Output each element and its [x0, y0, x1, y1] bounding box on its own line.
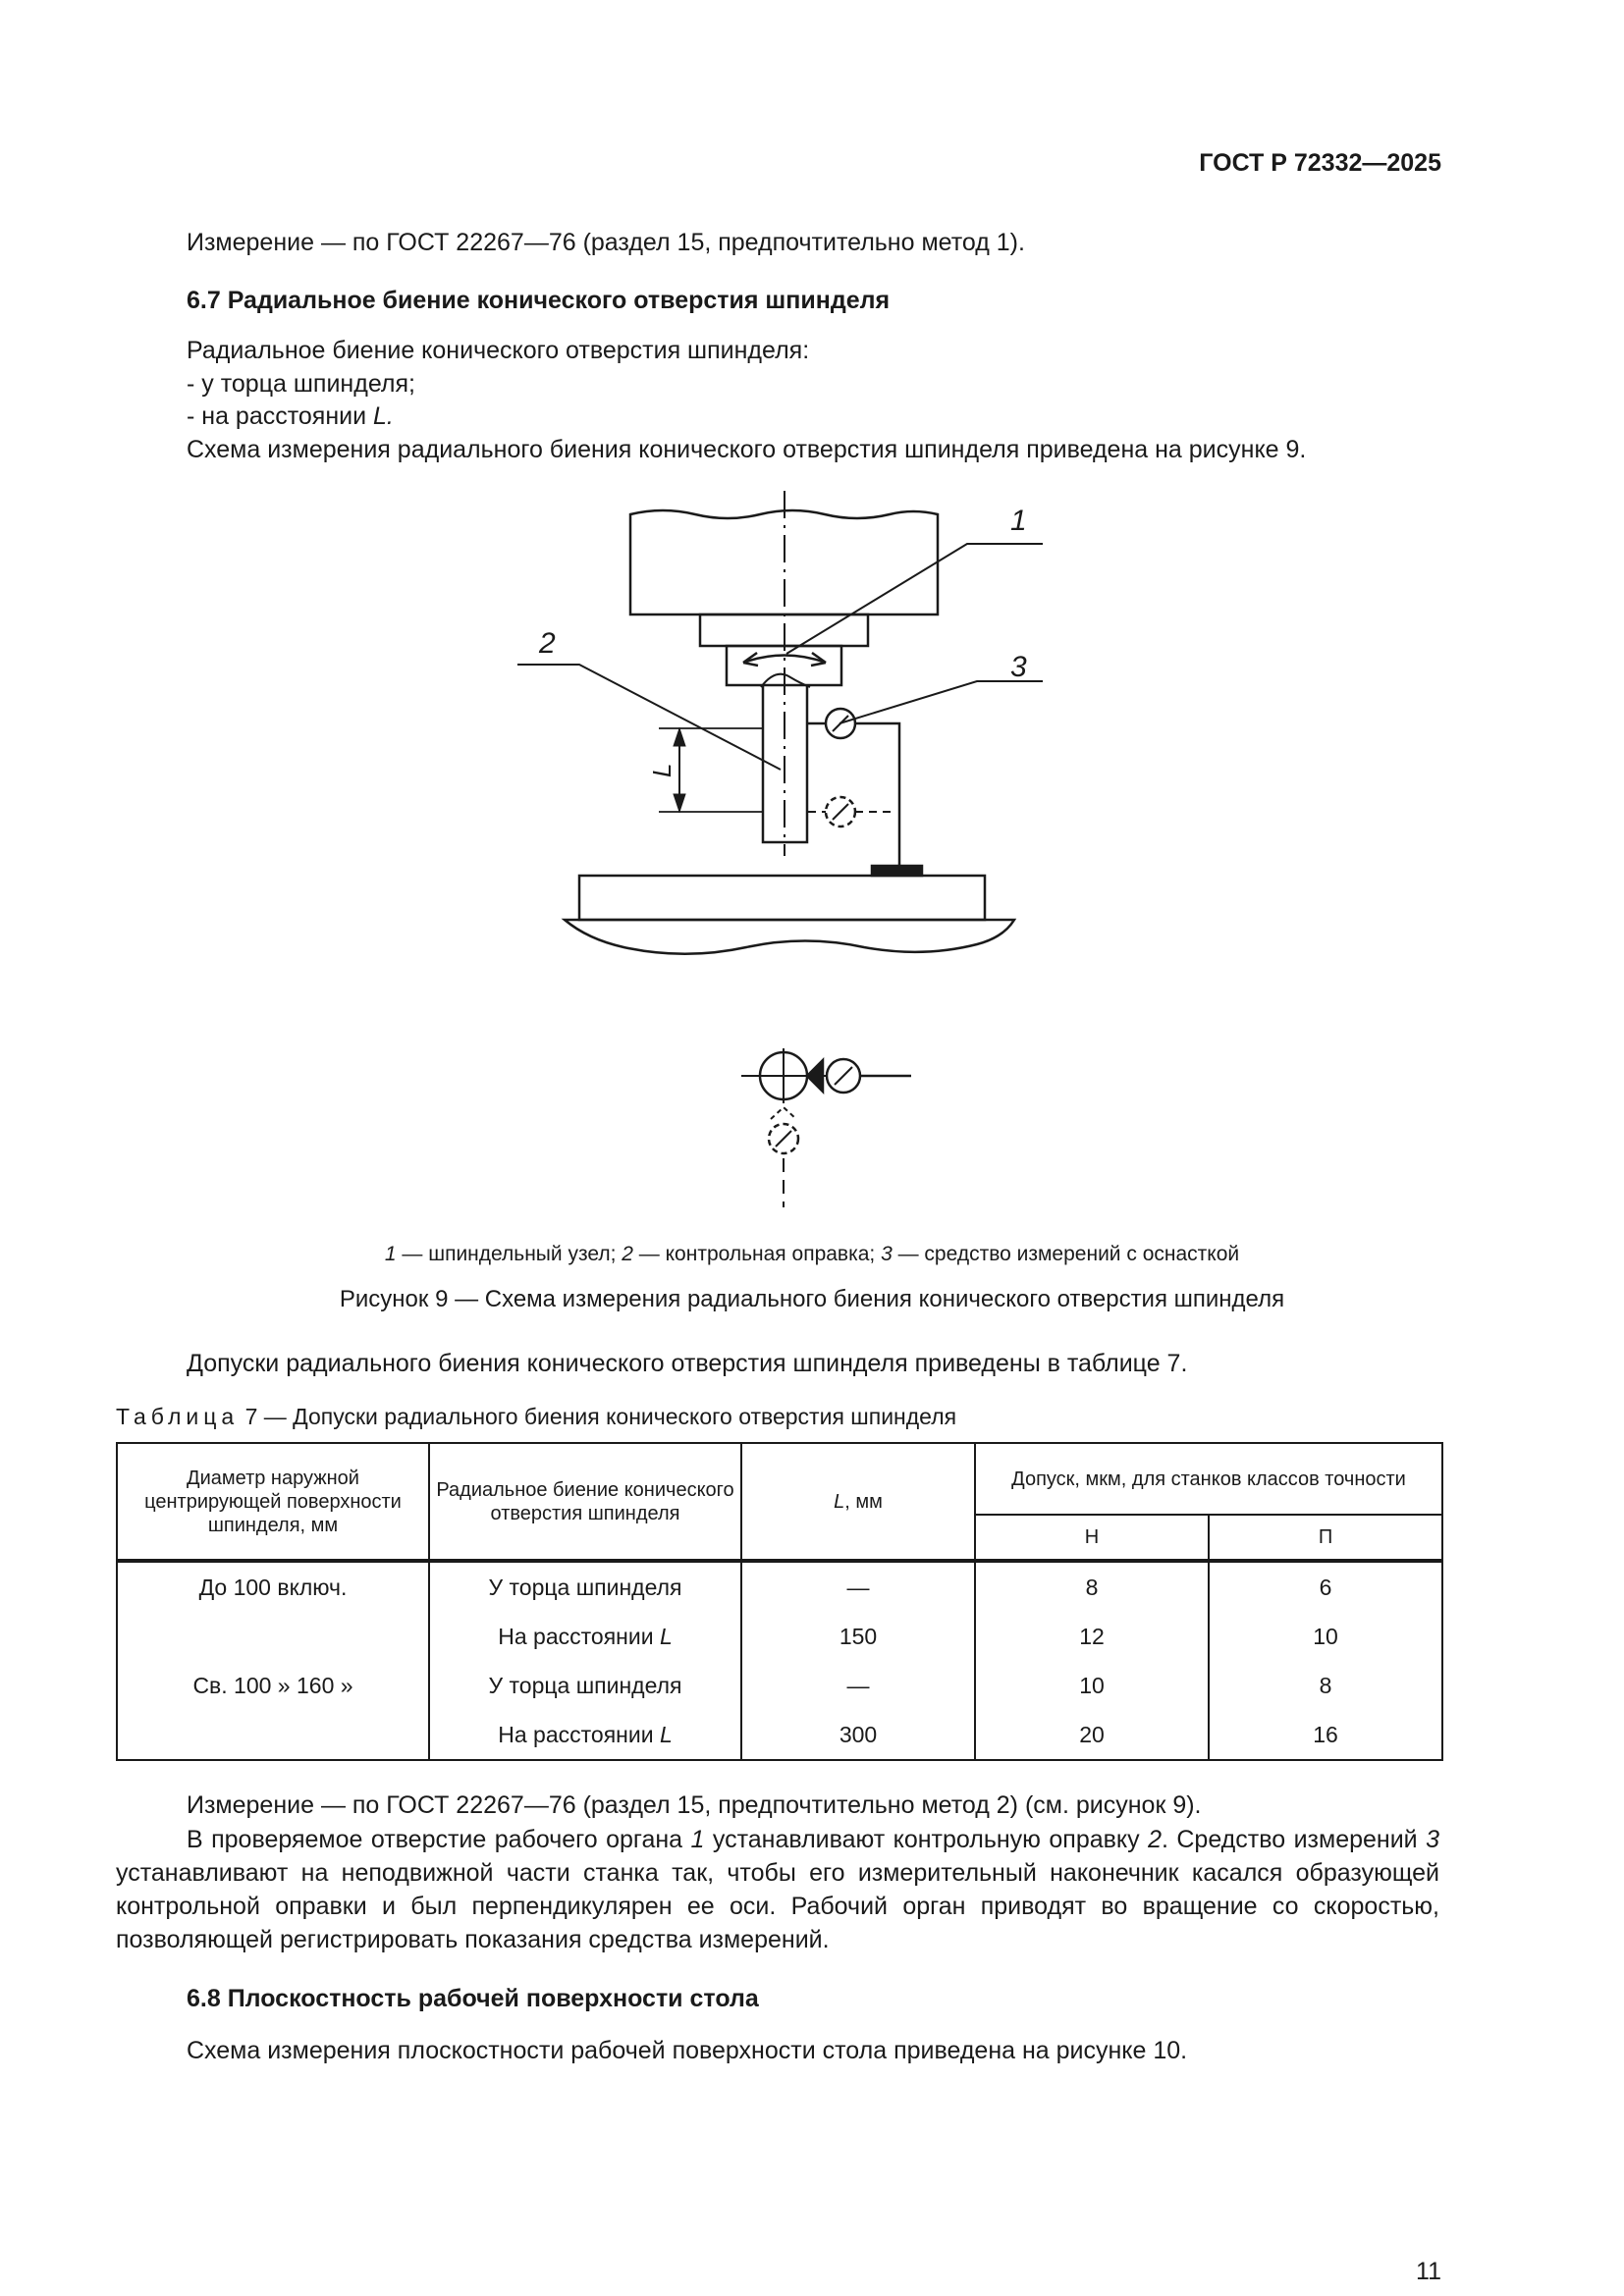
header-class-n: Н: [975, 1515, 1209, 1561]
cell-L: —: [741, 1661, 975, 1710]
procedure-ref: 3: [1426, 1826, 1439, 1853]
table-base: [565, 920, 1014, 954]
table-caption-word: Таблица: [116, 1404, 240, 1429]
cell-diameter: До 100 включ.: [117, 1561, 429, 1612]
legend-num: 2: [622, 1243, 633, 1265]
cell-runout: [429, 1561, 741, 1612]
measurement-paragraph-2: Измерение — по ГОСТ 22267—76 (раздел 15, предпочтительно метод 2) (см. рисунок 9).: [187, 1791, 1202, 1819]
label-L: L: [647, 763, 677, 777]
list-item: - у торца шпинделя;: [187, 370, 415, 398]
cell-diameter: [117, 1612, 429, 1661]
header-diameter: Диаметр наружной центрирующей поверхности шпинделя, мм: [117, 1443, 429, 1561]
cell-class-p: 16: [1209, 1710, 1442, 1760]
procedure-ref: 1: [690, 1826, 705, 1853]
cell-class-p: 8: [1209, 1661, 1442, 1710]
procedure-text: устанавливают контрольную оправку: [704, 1826, 1149, 1853]
document-id: ГОСТ Р 72332—2025: [1199, 149, 1441, 177]
cell-runout: [429, 1612, 741, 1661]
procedure-ref: 2: [1148, 1826, 1162, 1853]
section-6-7-intro: Радиальное биение конического отверстия шпинделя:: [187, 337, 810, 364]
legend-num: 1: [384, 1243, 397, 1265]
figure-caption: Рисунок 9 — Схема измерения радиального биения конического отверстия шпинделя: [339, 1286, 1285, 1312]
header-L: [741, 1443, 975, 1561]
cell-class-p: 6: [1209, 1561, 1442, 1612]
section-6-8-text: Схема измерения плоскостности рабочей поверхности стола приведена на рисунке 10.: [187, 2037, 1188, 2064]
legend-text: — шпиндельный узел;: [396, 1243, 623, 1265]
tolerances-reference: Допуски радиального биения конического отверстия шпинделя приведены в таблице 7.: [187, 1350, 1188, 1377]
header-class-p: П: [1209, 1515, 1442, 1561]
header-L-unit: , мм: [844, 1490, 883, 1513]
table-row: [117, 1710, 1442, 1760]
cell-runout-text: У торца шпинделя: [488, 1574, 682, 1600]
indicator-tip-top: [807, 1060, 823, 1092]
page-number: 11: [1416, 2258, 1441, 2285]
leader-2: [517, 665, 781, 770]
measurement-paragraph-1: Измерение — по ГОСТ 22267—76 (раздел 15, предпочтительно метод 1).: [187, 229, 1025, 256]
leader-1: [786, 544, 1043, 654]
procedure-text: устанавливают на неподвижной части станка так, чтобы его измерительный наконечник касался образующей контрольной оправки и был перпендикулярен ее оси. Рабочий орган приводят во вращение со скоростью, позволяющей регистрировать показания средства измерений.: [116, 1859, 1439, 1953]
cell-runout: [429, 1710, 741, 1760]
cell-diameter: [117, 1710, 429, 1760]
indicator-stand: [854, 723, 899, 872]
cell-L: 150: [741, 1612, 975, 1661]
label-1: 1: [1010, 505, 1027, 537]
legend-text: — средство измерений с оснасткой: [892, 1243, 1240, 1265]
legend-text: — контрольная оправка;: [632, 1243, 882, 1265]
procedure-paragraph: [116, 1823, 1439, 1956]
cell-class-p: 10: [1209, 1612, 1442, 1661]
label-3: 3: [1010, 651, 1027, 683]
cell-runout-symbol: L: [659, 1721, 673, 1747]
cell-runout-symbol: L: [659, 1623, 673, 1649]
figure-legend: [0, 1243, 1624, 1266]
cell-L: —: [741, 1561, 975, 1612]
legend-num: 3: [881, 1243, 893, 1265]
tolerance-table: [116, 1442, 1443, 1761]
header-L-symbol: L: [834, 1490, 845, 1513]
scheme-reference: Схема измерения радиального биения конического отверстия шпинделя приведена на рисунке 9.: [187, 436, 1307, 463]
list-item-text: - на расстоянии: [187, 402, 374, 430]
procedure-text: В проверяемое отверстие рабочего органа: [187, 1826, 691, 1853]
label-2: 2: [539, 627, 556, 660]
procedure-text: . Средство измерений: [1161, 1826, 1427, 1853]
cell-L: 300: [741, 1710, 975, 1760]
header-runout: Радиальное биение конического отверстия шпинделя: [429, 1443, 741, 1561]
table-row: [117, 1561, 1442, 1612]
leader-3: [839, 681, 1043, 723]
machine-table: [579, 876, 985, 920]
cell-class-n: 12: [975, 1612, 1209, 1661]
cell-class-n: 8: [975, 1561, 1209, 1612]
cell-runout: [429, 1661, 741, 1710]
magnetic-base: [872, 866, 922, 876]
table-row: [117, 1661, 1442, 1710]
section-6-7-title: 6.7 Радиальное биение конического отверстия шпинделя: [187, 287, 891, 314]
table-row: [117, 1612, 1442, 1661]
cell-runout-text: На расстоянии: [498, 1721, 660, 1747]
cell-runout-text: У торца шпинделя: [488, 1672, 682, 1698]
table-caption: [116, 1404, 956, 1430]
cell-diameter: Св. 100 » 160 »: [117, 1661, 429, 1710]
section-6-8-title: 6.8 Плоскостность рабочей поверхности стола: [187, 1985, 759, 2012]
list-item-symbol: L.: [373, 402, 394, 430]
table-caption-text: 7 — Допуски радиального биения конического отверстия шпинделя: [239, 1404, 957, 1429]
cell-runout-text: На расстоянии: [498, 1623, 660, 1649]
cell-class-n: 10: [975, 1661, 1209, 1710]
cell-class-n: 20: [975, 1710, 1209, 1760]
header-tolerance: Допуск, мкм, для станков классов точности: [975, 1443, 1442, 1515]
